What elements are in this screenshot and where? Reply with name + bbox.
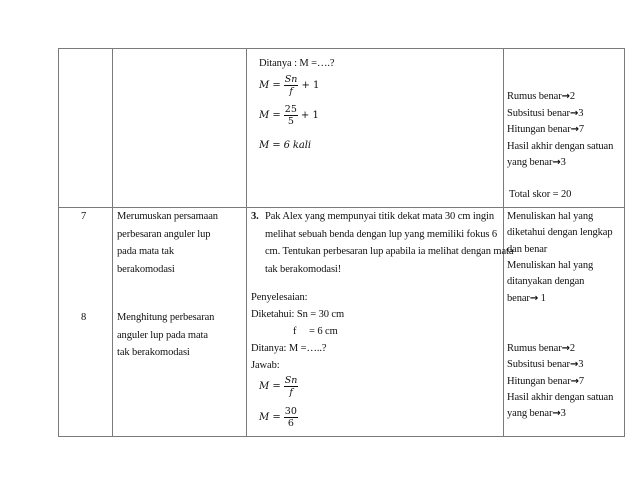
diketahui-f-line: f = 6 cm <box>293 326 338 337</box>
rubric-item-label: benar <box>507 292 530 304</box>
table-border-left <box>58 48 59 437</box>
question-line: Pak Alex yang mempunyai titik dekat mata 30 cm ingin <box>265 211 494 222</box>
rubric-item <box>507 359 583 371</box>
arrow-right-icon: → <box>569 359 579 371</box>
arrow-right-icon: → <box>529 292 539 304</box>
indicator-line: berakomodasi <box>117 263 175 275</box>
formula-lhs: M = <box>259 110 281 121</box>
rubric-item-label: Hitungan benar <box>507 375 571 387</box>
rubric-item <box>507 392 613 404</box>
rubric-item-label: yang benar <box>507 157 553 168</box>
fraction-denominator: f <box>289 86 293 97</box>
arrow-right-icon: → <box>561 91 570 102</box>
formula-m-sn-over-f-plus-1 <box>259 74 319 97</box>
rubric-item <box>507 293 546 305</box>
question-line: melihat sebuah benda dengan lup yang memiliki fokus 6 <box>265 228 498 240</box>
rubric-item <box>507 108 583 120</box>
formula-m-30-over-6 <box>259 406 301 429</box>
fraction-denominator: f <box>289 387 293 398</box>
arrow-right-icon: → <box>552 157 561 168</box>
fraction-numerator: 25 <box>284 104 297 115</box>
rubric-item-label: ditanyakan dengan <box>507 276 585 288</box>
indicator-line: Menghitung perbesaran <box>117 312 215 323</box>
rubric-item-label: Subsitusi benar <box>507 359 570 371</box>
formula-lhs: M = <box>259 80 281 91</box>
arrow-right-icon: → <box>561 343 570 354</box>
diketahui-line: Diketahui: Sn = 30 cm <box>251 309 345 320</box>
rubric-item-score: 7 <box>578 124 585 135</box>
rubric-item <box>507 408 566 420</box>
rubric-item-score: 3 <box>578 359 584 371</box>
rubric-item <box>507 376 584 388</box>
rubric-item <box>507 91 575 103</box>
rubric-item-label: Hitungan benar <box>507 124 571 135</box>
rubric-item-score: 2 <box>569 91 576 102</box>
rubric-item-label: Rumus benar <box>507 343 562 354</box>
rubric-item-label: Hasil akhir dengan satuan <box>507 391 614 403</box>
indicator-line: perbesaran anguler lup <box>117 228 211 240</box>
total-score: Total skor = 20 <box>509 189 572 200</box>
rubric-item-score: 2 <box>569 343 576 354</box>
item-number-8: 8 <box>81 312 87 323</box>
arrow-right-icon: → <box>552 408 561 420</box>
rubric-item-label: Rumus benar <box>507 91 562 102</box>
table-border-right <box>624 48 625 437</box>
fraction <box>284 104 298 127</box>
item-number-7: 7 <box>81 211 87 222</box>
row-divider <box>58 207 625 208</box>
question-line: cm. Tentukan perbesaran lup apabila ia melihat dengan mata <box>265 246 514 257</box>
ditanya-line: Ditanya : M =….? <box>259 58 335 69</box>
fraction-denominator: 6 <box>287 418 294 429</box>
rubric-item <box>507 244 547 256</box>
rubric-item-label: Subsitusi benar <box>507 107 570 119</box>
arrow-right-icon: → <box>570 124 579 135</box>
rubric-item-label: dan benar <box>507 243 548 255</box>
indicator-line: tak berakomodasi <box>117 347 190 358</box>
column-divider-1 <box>112 48 113 437</box>
rubric-item <box>507 124 584 136</box>
rubric-item <box>507 157 566 169</box>
rubric-item <box>507 211 593 223</box>
fraction <box>284 375 299 398</box>
rubric-item <box>507 343 575 355</box>
fraction-numerator: Sn <box>284 375 298 386</box>
table-border-top <box>58 48 625 49</box>
rubric-item-score: 1 <box>538 292 546 304</box>
fraction <box>284 74 299 97</box>
indicator-line: anguler lup pada mata <box>117 329 208 341</box>
rubric-item-score: 3 <box>560 408 566 420</box>
fraction-numerator: 30 <box>284 406 297 417</box>
formula-m-sn-over-f <box>259 375 301 398</box>
formula-m-25-over-5-plus-1 <box>259 104 319 127</box>
rubric-item-score: 3 <box>578 107 584 119</box>
formula-result: M = 6 kali <box>259 140 311 151</box>
fraction <box>284 406 298 429</box>
arrow-right-icon: → <box>570 375 579 387</box>
indicator-line: pada mata tak <box>117 246 175 257</box>
jawab-label: Jawab: <box>251 360 280 371</box>
question-number: 3. <box>251 211 259 222</box>
column-divider-2 <box>246 48 247 437</box>
rubric-item-score: 7 <box>578 375 585 387</box>
rubric-item-label: Menuliskan hal yang <box>507 211 594 222</box>
rubric-item <box>507 227 612 239</box>
formula-lhs: M = <box>259 381 281 392</box>
rubric-item-label: yang benar <box>507 408 553 420</box>
table-border-bottom <box>58 436 625 437</box>
rubric-item-label: Menuliskan hal yang <box>507 259 594 271</box>
rubric-item-score: 3 <box>560 157 566 168</box>
column-divider-3 <box>503 48 504 437</box>
rubric-item <box>507 276 584 288</box>
rubric-item-label: diketahui dengan lengkap <box>507 227 613 239</box>
arrow-right-icon: → <box>569 107 579 119</box>
formula-tail: + 1 <box>300 110 319 121</box>
question-line: tak berakomodasi! <box>265 263 342 275</box>
fraction-denominator: 5 <box>287 116 294 127</box>
rubric-item <box>507 260 593 272</box>
formula-tail: + 1 <box>301 80 320 91</box>
indicator-line: Merumuskan persamaan <box>117 211 218 222</box>
ditanya-line-row2: Ditanya: M =…..? <box>251 343 327 354</box>
fraction-numerator: Sn <box>284 74 298 85</box>
formula-lhs: M = <box>259 412 281 423</box>
rubric-item <box>507 141 613 153</box>
rubric-item-label: Hasil akhir dengan satuan <box>507 140 614 152</box>
penyelesaian-label: Penyelesaian: <box>251 292 308 303</box>
